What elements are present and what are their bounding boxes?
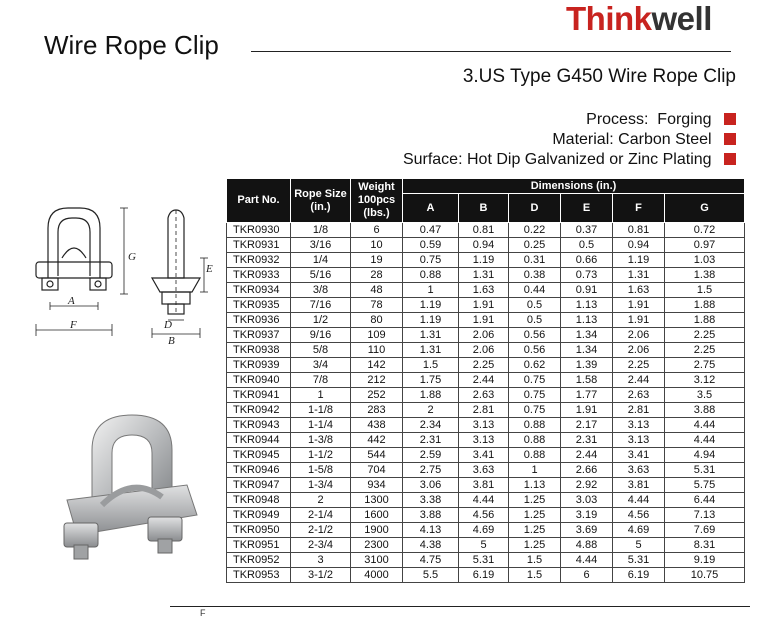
table-cell: 28	[351, 268, 403, 283]
table-cell: 4.13	[403, 523, 459, 538]
table-cell: 0.5	[509, 313, 561, 328]
table-cell: 0.62	[509, 358, 561, 373]
table-row	[227, 418, 745, 433]
table-cell: 4.44	[459, 493, 509, 508]
table-cell: 10	[351, 238, 403, 253]
table-cell: 1.91	[459, 298, 509, 313]
table-cell: 0.88	[509, 433, 561, 448]
table-row	[227, 568, 745, 583]
spec-value: Forging	[657, 111, 712, 128]
table-cell: 142	[351, 358, 403, 373]
table-row	[227, 313, 745, 328]
header-weight	[351, 179, 403, 223]
table-cell: 3/8	[291, 283, 351, 298]
table-cell: 0.94	[613, 238, 665, 253]
dim-label-b: B	[168, 335, 175, 347]
table-cell: 48	[351, 283, 403, 298]
table-cell: 7.69	[665, 523, 745, 538]
table-cell: 5.31	[613, 553, 665, 568]
table-cell: 9/16	[291, 328, 351, 343]
table-cell: 4.44	[613, 493, 665, 508]
table-cell: 2.63	[459, 388, 509, 403]
table-cell: 3.13	[613, 433, 665, 448]
header-rope-size	[291, 179, 351, 223]
table-cell: 4.69	[459, 523, 509, 538]
header-dim-b: B	[459, 194, 509, 223]
table-row	[227, 223, 745, 238]
table-cell: 1.91	[613, 313, 665, 328]
table-cell: 1.13	[509, 478, 561, 493]
table-cell: 2.75	[665, 358, 745, 373]
part-number-cell: TKR0944	[227, 433, 291, 448]
table-cell: 1900	[351, 523, 403, 538]
table-row	[227, 373, 745, 388]
table-row	[227, 298, 745, 313]
table-cell: 3/16	[291, 238, 351, 253]
table-cell: 0.22	[509, 223, 561, 238]
part-number-cell: TKR0941	[227, 388, 291, 403]
title-divider	[251, 51, 731, 52]
part-number-cell: TKR0951	[227, 538, 291, 553]
table-cell: 2	[291, 493, 351, 508]
table-cell: 1	[291, 388, 351, 403]
table-cell: 2.44	[459, 373, 509, 388]
table-cell: 2-1/2	[291, 523, 351, 538]
table-cell: 544	[351, 448, 403, 463]
table-row	[227, 493, 745, 508]
table-cell: 1.25	[509, 508, 561, 523]
table-cell: 1	[403, 283, 459, 298]
table-cell: 2.31	[403, 433, 459, 448]
header-dim-g: G	[665, 194, 745, 223]
table-cell: 3.03	[561, 493, 613, 508]
part-number-cell: TKR0948	[227, 493, 291, 508]
table-cell: 6	[351, 223, 403, 238]
part-number-cell: TKR0937	[227, 328, 291, 343]
spec-label: Surface:	[402, 151, 463, 168]
table-row	[227, 538, 745, 553]
header-rope-size-line2: (in.)	[310, 200, 331, 213]
table-cell: 934	[351, 478, 403, 493]
table-cell: 4000	[351, 568, 403, 583]
table-cell: 1-1/4	[291, 418, 351, 433]
table-cell: 7.13	[665, 508, 745, 523]
table-cell: 1.03	[665, 253, 745, 268]
table-cell: 2.59	[403, 448, 459, 463]
spec-surface	[403, 151, 736, 169]
table-cell: 3.88	[665, 403, 745, 418]
page-subtitle: 3.US Type G450 Wire Rope Clip	[462, 66, 736, 87]
table-cell: 5.31	[665, 463, 745, 478]
table-cell: 212	[351, 373, 403, 388]
table-cell: 2.17	[561, 418, 613, 433]
table-row	[227, 403, 745, 418]
table-cell: 2.75	[403, 463, 459, 478]
table-cell: 5/8	[291, 343, 351, 358]
table-cell: 0.25	[509, 238, 561, 253]
table-cell: 1/4	[291, 253, 351, 268]
table-cell: 1.91	[561, 403, 613, 418]
header-dim-f: F	[613, 194, 665, 223]
table-cell: 1.31	[459, 268, 509, 283]
dim-label-g: G	[128, 251, 136, 263]
spec-material	[552, 131, 736, 149]
part-number-cell: TKR0943	[227, 418, 291, 433]
table-cell: 3.81	[459, 478, 509, 493]
table-cell: 1/8	[291, 223, 351, 238]
table-cell: 4.75	[403, 553, 459, 568]
part-number-cell: TKR0938	[227, 343, 291, 358]
part-number-cell: TKR0932	[227, 253, 291, 268]
table-cell: 1.88	[665, 313, 745, 328]
part-number-cell: TKR0953	[227, 568, 291, 583]
table-cell: 1.63	[459, 283, 509, 298]
table-body	[227, 223, 745, 583]
table-cell: 2.44	[613, 373, 665, 388]
table-cell: 78	[351, 298, 403, 313]
table-cell: 2-3/4	[291, 538, 351, 553]
part-number-cell: TKR0946	[227, 463, 291, 478]
page-title: Wire Rope Clip	[44, 30, 219, 60]
red-square-icon	[724, 153, 736, 165]
table-cell: 1.31	[613, 268, 665, 283]
table-cell: 1.13	[561, 313, 613, 328]
table-cell: 0.44	[509, 283, 561, 298]
part-number-cell: TKR0947	[227, 478, 291, 493]
table-cell: 0.75	[509, 373, 561, 388]
table-cell: 1.19	[403, 313, 459, 328]
table-cell: 1.77	[561, 388, 613, 403]
table-cell: 4.44	[665, 433, 745, 448]
table-cell: 3-1/2	[291, 568, 351, 583]
table-cell: 1.25	[509, 538, 561, 553]
table-cell: 1.38	[665, 268, 745, 283]
table-cell: 1.34	[561, 328, 613, 343]
table-cell: 1.19	[459, 253, 509, 268]
part-number-cell: TKR0935	[227, 298, 291, 313]
table-cell: 1.25	[509, 523, 561, 538]
red-square-icon	[724, 133, 736, 145]
table-row	[227, 358, 745, 373]
table-row	[227, 523, 745, 538]
table-cell: 4.94	[665, 448, 745, 463]
table-cell: 3	[291, 553, 351, 568]
table-cell: 3.06	[403, 478, 459, 493]
table-cell: 0.59	[403, 238, 459, 253]
table-cell: 2.25	[665, 343, 745, 358]
table-cell: 4.56	[613, 508, 665, 523]
table-cell: 4.88	[561, 538, 613, 553]
part-number-cell: TKR0939	[227, 358, 291, 373]
brand-logo-part1: Think	[566, 0, 652, 37]
table-cell: 2.06	[459, 343, 509, 358]
table-row	[227, 343, 745, 358]
red-square-icon	[724, 113, 736, 125]
table-cell: 5/16	[291, 268, 351, 283]
spec-table	[226, 178, 745, 583]
header-weight-line3: (lbs.)	[363, 207, 390, 219]
table-cell: 7/16	[291, 298, 351, 313]
table-cell: 6	[561, 568, 613, 583]
table-cell: 4.69	[613, 523, 665, 538]
header-part-no: Part No.	[227, 179, 291, 223]
table-cell: 0.91	[561, 283, 613, 298]
table-cell: 6.19	[613, 568, 665, 583]
table-cell: 3.81	[613, 478, 665, 493]
footer-mark: F	[200, 608, 206, 618]
table-cell: 2.25	[459, 358, 509, 373]
header-rope-size-line1: Rope Size	[294, 187, 347, 200]
table-cell: 1.88	[665, 298, 745, 313]
table-cell: 1-3/4	[291, 478, 351, 493]
table-cell: 5	[613, 538, 665, 553]
table-cell: 0.75	[509, 403, 561, 418]
table-cell: 1.25	[509, 493, 561, 508]
table-cell: 1/2	[291, 313, 351, 328]
header-dim-e: E	[561, 194, 613, 223]
dim-label-e: E	[206, 263, 213, 275]
table-cell: 1	[509, 463, 561, 478]
table-cell: 3.41	[459, 448, 509, 463]
table-cell: 6.19	[459, 568, 509, 583]
header-weight-line1: Weight	[358, 181, 395, 193]
part-number-cell: TKR0950	[227, 523, 291, 538]
part-number-cell: TKR0940	[227, 373, 291, 388]
table-cell: 2.66	[561, 463, 613, 478]
table-cell: 5.75	[665, 478, 745, 493]
table-cell: 2.63	[613, 388, 665, 403]
spec-value: Carbon Steel	[618, 131, 712, 148]
u-bolt-inner	[58, 218, 90, 276]
table-cell: 0.72	[665, 223, 745, 238]
table-cell: 4.44	[665, 418, 745, 433]
table-cell: 1-1/2	[291, 448, 351, 463]
table-cell: 283	[351, 403, 403, 418]
table-cell: 3.88	[403, 508, 459, 523]
table-cell: 0.81	[459, 223, 509, 238]
table-cell: 0.73	[561, 268, 613, 283]
table-cell: 2.44	[561, 448, 613, 463]
table-cell: 3.5	[665, 388, 745, 403]
table-row	[227, 478, 745, 493]
table-cell: 1600	[351, 508, 403, 523]
bottom-divider	[170, 606, 750, 607]
table-row	[227, 508, 745, 523]
table-cell: 5	[459, 538, 509, 553]
table-cell: 1300	[351, 493, 403, 508]
table-cell: 0.75	[403, 253, 459, 268]
table-cell: 109	[351, 328, 403, 343]
header-dim-d: D	[509, 194, 561, 223]
table-cell: 1-3/8	[291, 433, 351, 448]
table-row	[227, 283, 745, 298]
table-cell: 0.97	[665, 238, 745, 253]
table-cell: 3.69	[561, 523, 613, 538]
table-cell: 1.5	[509, 568, 561, 583]
spec-value: Hot Dip Galvanized or Zinc Plating	[466, 151, 712, 168]
table-cell: 80	[351, 313, 403, 328]
table-cell: 1.5	[665, 283, 745, 298]
dim-label-f: F	[70, 319, 77, 331]
table-row	[227, 268, 745, 283]
table-cell: 4.56	[459, 508, 509, 523]
table-row	[227, 253, 745, 268]
table-row	[227, 553, 745, 568]
table-row	[227, 388, 745, 403]
table-cell: 1.39	[561, 358, 613, 373]
table-cell: 2.25	[613, 358, 665, 373]
table-cell: 0.88	[509, 448, 561, 463]
table-cell: 0.38	[509, 268, 561, 283]
table-cell: 2.06	[459, 328, 509, 343]
table-cell: 3.41	[613, 448, 665, 463]
brand-logo	[566, 0, 712, 38]
table-cell: 2-1/4	[291, 508, 351, 523]
table-header-row	[227, 179, 745, 194]
table-cell: 3/4	[291, 358, 351, 373]
part-number-cell: TKR0933	[227, 268, 291, 283]
table-cell: 19	[351, 253, 403, 268]
table-cell: 1.58	[561, 373, 613, 388]
header-dimensions: Dimensions (in.)	[403, 179, 745, 194]
part-number-cell: TKR0952	[227, 553, 291, 568]
product-photo	[52, 405, 212, 570]
dim-label-d: D	[164, 319, 172, 331]
table-cell: 1.88	[403, 388, 459, 403]
table-cell: 10.75	[665, 568, 745, 583]
table-cell: 438	[351, 418, 403, 433]
table-cell: 1.5	[509, 553, 561, 568]
table-cell: 3.19	[561, 508, 613, 523]
table-cell: 252	[351, 388, 403, 403]
table-cell: 1.34	[561, 343, 613, 358]
table-cell: 1-1/8	[291, 403, 351, 418]
table-cell: 1.63	[613, 283, 665, 298]
table-cell: 5.31	[459, 553, 509, 568]
table-cell: 0.88	[509, 418, 561, 433]
table-cell: 0.66	[561, 253, 613, 268]
table-cell: 704	[351, 463, 403, 478]
table-cell: 0.75	[509, 388, 561, 403]
table-cell: 0.5	[509, 298, 561, 313]
part-number-cell: TKR0945	[227, 448, 291, 463]
table-cell: 2.31	[561, 433, 613, 448]
table-cell: 3.13	[459, 433, 509, 448]
table-cell: 8.31	[665, 538, 745, 553]
table-cell: 0.56	[509, 328, 561, 343]
table-cell: 1-5/8	[291, 463, 351, 478]
dimension-diagram	[18, 198, 218, 348]
part-number-cell: TKR0942	[227, 403, 291, 418]
table-cell: 0.37	[561, 223, 613, 238]
table-cell: 1.19	[613, 253, 665, 268]
table-cell: 2.06	[613, 328, 665, 343]
table-cell: 4.44	[561, 553, 613, 568]
table-cell: 0.47	[403, 223, 459, 238]
table-cell: 0.56	[509, 343, 561, 358]
table-cell: 2.81	[459, 403, 509, 418]
table-cell: 2.81	[613, 403, 665, 418]
brand-logo-part2: well	[651, 0, 712, 37]
table-row	[227, 463, 745, 478]
part-number-cell: TKR0931	[227, 238, 291, 253]
table-cell: 2.25	[665, 328, 745, 343]
part-number-cell: TKR0930	[227, 223, 291, 238]
spec-process	[586, 111, 736, 129]
part-number-cell: TKR0949	[227, 508, 291, 523]
table-cell: 1.13	[561, 298, 613, 313]
dim-label-a: A	[68, 295, 75, 307]
spec-label: Process:	[586, 111, 649, 128]
table-cell: 0.31	[509, 253, 561, 268]
table-cell: 1.31	[403, 328, 459, 343]
table-cell: 2.92	[561, 478, 613, 493]
table-cell: 1.91	[459, 313, 509, 328]
table-cell: 3.63	[613, 463, 665, 478]
table-cell: 1.19	[403, 298, 459, 313]
table-cell: 2.06	[613, 343, 665, 358]
table-cell: 3.13	[613, 418, 665, 433]
table-cell: 3.12	[665, 373, 745, 388]
table-cell: 0.94	[459, 238, 509, 253]
part-number-cell: TKR0934	[227, 283, 291, 298]
table-cell: 3.63	[459, 463, 509, 478]
table-cell: 1.75	[403, 373, 459, 388]
table-cell: 0.81	[613, 223, 665, 238]
table-cell: 9.19	[665, 553, 745, 568]
table-row	[227, 448, 745, 463]
spec-label: Material:	[552, 131, 614, 148]
table-cell: 4.38	[403, 538, 459, 553]
table-row	[227, 328, 745, 343]
table-cell: 5.5	[403, 568, 459, 583]
table-cell: 110	[351, 343, 403, 358]
table-cell: 0.88	[403, 268, 459, 283]
table-cell: 1.5	[403, 358, 459, 373]
part-number-cell: TKR0936	[227, 313, 291, 328]
table-cell: 442	[351, 433, 403, 448]
table-cell: 2	[403, 403, 459, 418]
table-cell: 6.44	[665, 493, 745, 508]
table-cell: 2.34	[403, 418, 459, 433]
table-cell: 3.38	[403, 493, 459, 508]
header-dim-a: A	[403, 194, 459, 223]
table-cell: 3.13	[459, 418, 509, 433]
table-cell: 1.31	[403, 343, 459, 358]
table-row	[227, 238, 745, 253]
table-cell: 7/8	[291, 373, 351, 388]
table-row	[227, 433, 745, 448]
table-cell: 1.91	[613, 298, 665, 313]
table-cell: 2300	[351, 538, 403, 553]
header-weight-line2: 100pcs	[357, 194, 396, 206]
table-cell: 0.5	[561, 238, 613, 253]
table-cell: 3100	[351, 553, 403, 568]
